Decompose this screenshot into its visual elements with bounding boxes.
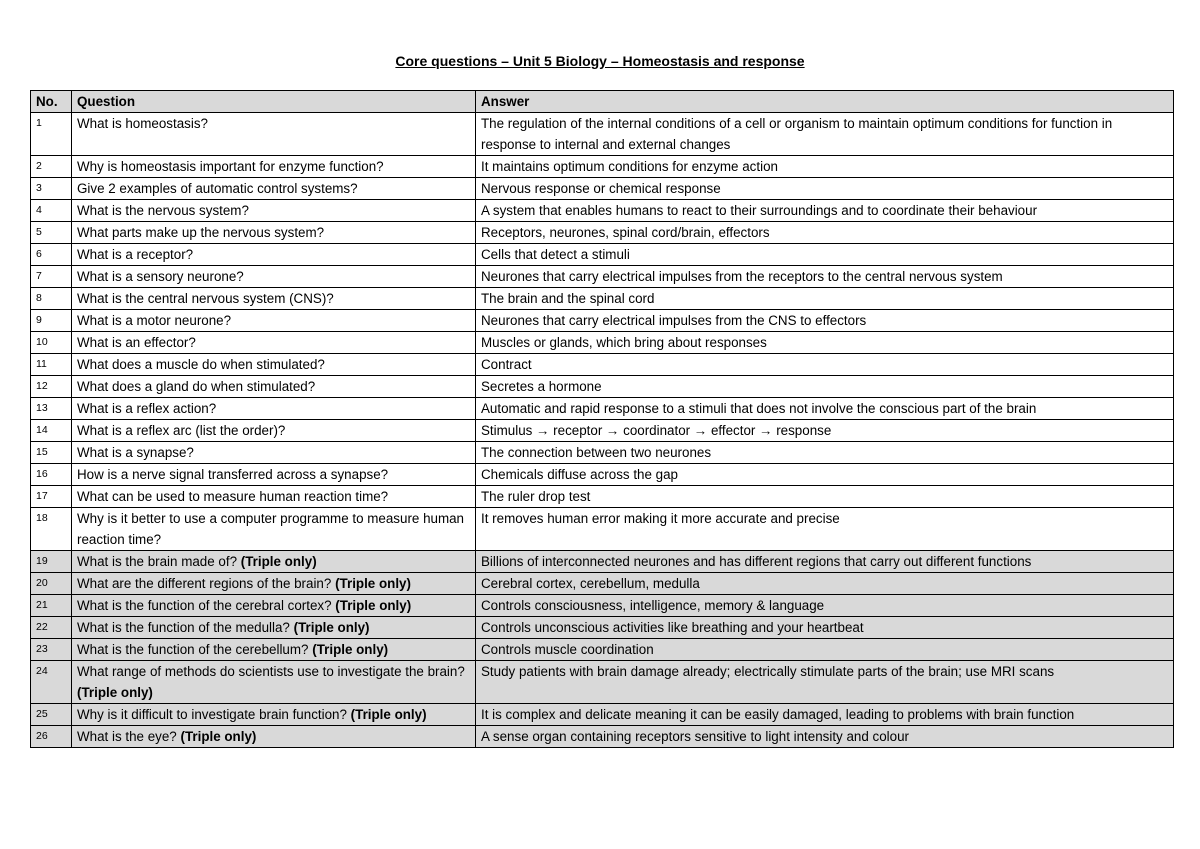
- table-row: [31, 332, 1174, 354]
- answer-cell: Secretes a hormone: [476, 376, 1174, 398]
- row-number: 19: [31, 551, 72, 573]
- answer-cell: Automatic and rapid response to a stimuli that does not involve the conscious part of the brain: [476, 398, 1174, 420]
- triple-only-tag: (Triple only): [335, 598, 412, 613]
- question-text: What parts make up the nervous system?: [77, 225, 325, 240]
- question-cell: [72, 617, 476, 639]
- table-row: [31, 442, 1174, 464]
- question-text: What does a gland do when stimulated?: [77, 379, 316, 394]
- table-row: [31, 398, 1174, 420]
- row-number: 5: [31, 222, 72, 244]
- table-row: [31, 595, 1174, 617]
- table-row: [31, 376, 1174, 398]
- answer-cell: Stimulus → receptor → coordinator → effector → response: [476, 420, 1174, 442]
- question-cell: [72, 420, 476, 442]
- row-number: 20: [31, 573, 72, 595]
- table-row: [31, 420, 1174, 442]
- question-text: Why is it better to use a computer programme to measure human reaction time?: [77, 511, 465, 547]
- question-cell: [72, 376, 476, 398]
- row-number: 7: [31, 266, 72, 288]
- question-text: What is the function of the cerebellum?: [77, 642, 309, 657]
- answer-cell: It removes human error making it more accurate and precise: [476, 508, 1174, 551]
- triple-only-tag: (Triple only): [240, 554, 317, 569]
- question-cell: [72, 266, 476, 288]
- answer-cell: Muscles or glands, which bring about responses: [476, 332, 1174, 354]
- table-header-row: [31, 91, 1174, 113]
- header-answer: Answer: [476, 91, 1174, 113]
- row-number: 15: [31, 442, 72, 464]
- row-number: 22: [31, 617, 72, 639]
- row-number: 9: [31, 310, 72, 332]
- triple-only-tag: (Triple only): [293, 620, 370, 635]
- question-text: What is an effector?: [77, 335, 196, 350]
- table-row: [31, 354, 1174, 376]
- answer-cell: The regulation of the internal conditions of a cell or organism to maintain optimum conditions for function in response to internal and external changes: [476, 113, 1174, 156]
- answer-cell: A system that enables humans to react to their surroundings and to coordinate their behaviour: [476, 200, 1174, 222]
- question-cell: [72, 442, 476, 464]
- table-row: [31, 222, 1174, 244]
- question-text: Why is homeostasis important for enzyme function?: [77, 159, 384, 174]
- answer-cell: It maintains optimum conditions for enzyme action: [476, 156, 1174, 178]
- table-row: [31, 726, 1174, 748]
- question-text: What can be used to measure human reaction time?: [77, 489, 389, 504]
- question-cell: [72, 595, 476, 617]
- answer-cell: Neurones that carry electrical impulses from the CNS to effectors: [476, 310, 1174, 332]
- question-cell: [72, 222, 476, 244]
- question-text: What is homeostasis?: [77, 116, 208, 131]
- table-row: [31, 704, 1174, 726]
- answer-cell: It is complex and delicate meaning it can be easily damaged, leading to problems with brain function: [476, 704, 1174, 726]
- table-row: [31, 244, 1174, 266]
- triple-only-tag: (Triple only): [350, 707, 427, 722]
- row-number: 18: [31, 508, 72, 551]
- row-number: 1: [31, 113, 72, 156]
- question-cell: [72, 113, 476, 156]
- table-row: [31, 573, 1174, 595]
- table-row: [31, 661, 1174, 704]
- answer-cell: A sense organ containing receptors sensitive to light intensity and colour: [476, 726, 1174, 748]
- row-number: 14: [31, 420, 72, 442]
- row-number: 2: [31, 156, 72, 178]
- row-number: 23: [31, 639, 72, 661]
- question-cell: [72, 573, 476, 595]
- row-number: 6: [31, 244, 72, 266]
- table-row: [31, 508, 1174, 551]
- questions-table: [30, 90, 1174, 748]
- row-number: 24: [31, 661, 72, 704]
- page-title: Core questions – Unit 5 Biology – Homeostasis and response: [395, 53, 805, 69]
- question-text: What is the central nervous system (CNS)?: [77, 291, 334, 306]
- table-row: [31, 156, 1174, 178]
- question-cell: [72, 354, 476, 376]
- question-text: What is a reflex arc (list the order)?: [77, 423, 286, 438]
- row-number: 4: [31, 200, 72, 222]
- question-cell: [72, 464, 476, 486]
- question-text: What is the function of the medulla?: [77, 620, 290, 635]
- question-cell: [72, 244, 476, 266]
- row-number: 17: [31, 486, 72, 508]
- question-cell: [72, 639, 476, 661]
- triple-only-tag: (Triple only): [180, 729, 257, 744]
- question-text: How is a nerve signal transferred across a synapse?: [77, 467, 389, 482]
- answer-cell: Controls unconscious activities like breathing and your heartbeat: [476, 617, 1174, 639]
- answer-cell: Controls muscle coordination: [476, 639, 1174, 661]
- answer-cell: Neurones that carry electrical impulses from the receptors to the central nervous system: [476, 266, 1174, 288]
- triple-only-tag: (Triple only): [77, 685, 153, 700]
- answer-cell: Billions of interconnected neurones and has different regions that carry out different functions: [476, 551, 1174, 573]
- question-cell: [72, 178, 476, 200]
- table-body: [31, 113, 1174, 748]
- answer-cell: Controls consciousness, intelligence, memory & language: [476, 595, 1174, 617]
- table-row: [31, 288, 1174, 310]
- answer-cell: Contract: [476, 354, 1174, 376]
- row-number: 11: [31, 354, 72, 376]
- question-cell: [72, 200, 476, 222]
- question-cell: [72, 398, 476, 420]
- question-text: What is a reflex action?: [77, 401, 217, 416]
- question-text: What is a motor neurone?: [77, 313, 232, 328]
- row-number: 8: [31, 288, 72, 310]
- triple-only-tag: (Triple only): [312, 642, 389, 657]
- triple-only-tag: (Triple only): [335, 576, 411, 591]
- row-number: 10: [31, 332, 72, 354]
- answer-cell: The brain and the spinal cord: [476, 288, 1174, 310]
- row-number: 21: [31, 595, 72, 617]
- question-cell: [72, 486, 476, 508]
- question-cell: [72, 726, 476, 748]
- table-row: [31, 639, 1174, 661]
- table-row: [31, 113, 1174, 156]
- question-cell: [72, 332, 476, 354]
- table-row: [31, 178, 1174, 200]
- row-number: 13: [31, 398, 72, 420]
- question-text: What is the nervous system?: [77, 203, 249, 218]
- question-text: Give 2 examples of automatic control systems?: [77, 181, 358, 196]
- question-text: What is the function of the cerebral cortex?: [77, 598, 332, 613]
- table-row: [31, 310, 1174, 332]
- table-row: [31, 617, 1174, 639]
- question-text: What is a synapse?: [77, 445, 194, 460]
- answer-cell: Nervous response or chemical response: [476, 178, 1174, 200]
- answer-cell: The connection between two neurones: [476, 442, 1174, 464]
- answer-cell: The ruler drop test: [476, 486, 1174, 508]
- table-row: [31, 200, 1174, 222]
- question-text: What does a muscle do when stimulated?: [77, 357, 325, 372]
- table-row: [31, 551, 1174, 573]
- header-no: No.: [31, 91, 72, 113]
- question-text: What is the brain made of?: [77, 554, 238, 569]
- header-question: Question: [72, 91, 476, 113]
- answer-cell: Cells that detect a stimuli: [476, 244, 1174, 266]
- question-text: What are the different regions of the brain?: [77, 576, 332, 591]
- answer-cell: Chemicals diffuse across the gap: [476, 464, 1174, 486]
- question-text: Why is it difficult to investigate brain function?: [77, 707, 347, 722]
- question-text: What is a receptor?: [77, 247, 194, 262]
- row-number: 12: [31, 376, 72, 398]
- question-cell: [72, 508, 476, 551]
- question-text: What is a sensory neurone?: [77, 269, 244, 284]
- answer-cell: Cerebral cortex, cerebellum, medulla: [476, 573, 1174, 595]
- answer-cell: Receptors, neurones, spinal cord/brain, effectors: [476, 222, 1174, 244]
- row-number: 26: [31, 726, 72, 748]
- question-cell: [72, 551, 476, 573]
- table-row: [31, 464, 1174, 486]
- question-cell: [72, 288, 476, 310]
- question-cell: [72, 704, 476, 726]
- question-cell: [72, 156, 476, 178]
- row-number: 25: [31, 704, 72, 726]
- question-cell: [72, 310, 476, 332]
- row-number: 16: [31, 464, 72, 486]
- table-row: [31, 486, 1174, 508]
- answer-cell: Study patients with brain damage already; electrically stimulate parts of the brain; use MRI scans: [476, 661, 1174, 704]
- table-row: [31, 266, 1174, 288]
- question-cell: [72, 661, 476, 704]
- question-text: What range of methods do scientists use to investigate the brain?: [77, 664, 465, 679]
- row-number: 3: [31, 178, 72, 200]
- question-text: What is the eye?: [77, 729, 177, 744]
